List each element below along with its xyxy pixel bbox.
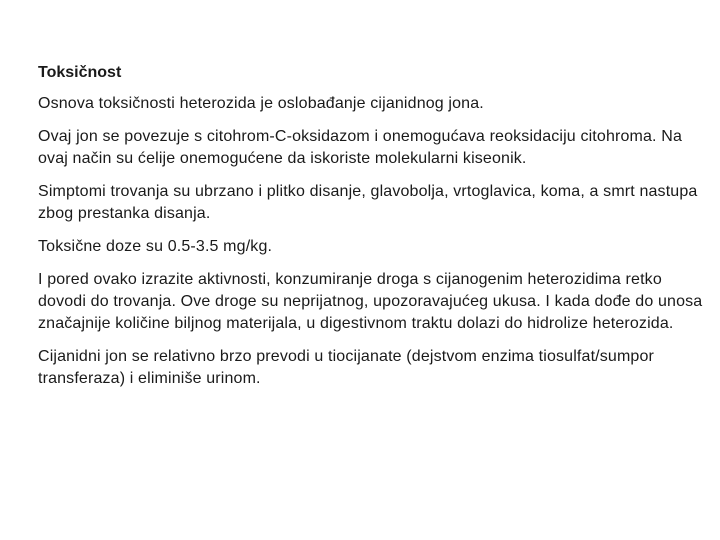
slide-title: Toksičnost: [38, 64, 122, 81]
paragraph-symptoms: Simptomi trovanja su ubrzano i plitko disanje, glavobolja, vrtoglavica, koma, a smrt nastupa zbog prestanka disanja.: [38, 183, 698, 222]
paragraph-mechanism: Osnova toksičnosti heterozida je oslobađanje cijanidnog jona.: [38, 95, 484, 112]
slide-content: [38, 62, 703, 401]
paragraph-cytochrome: Ovaj jon se povezuje s citohrom-C-oksidazom i onemogućava reoksidaciju citohroma. Na ovaj način su ćelije onemogućene da iskoriste molekularni kiseonik.: [38, 128, 682, 167]
paragraph-consumption: I pored ovako izrazite aktivnosti, konzumiranje droga s cijanogenim heterozidima retko dovodi do trovanja. Ove droge su neprijatnog, upozoravajućeg ukusa. I kada dođe do unosa značajnije količine biljnog materijala, u digestivnom traktu dolazi do hidrolize heterozida.: [38, 271, 703, 332]
paragraph-elimination: Cijanidni jon se relativno brzo prevodi u tiocijanate (dejstvom enzima tiosulfat/sumpor transferaza) i eliminiše urinom.: [38, 348, 655, 387]
paragraph-toxic-doses: Toksične doze su 0.5-3.5 mg/kg.: [38, 238, 273, 255]
